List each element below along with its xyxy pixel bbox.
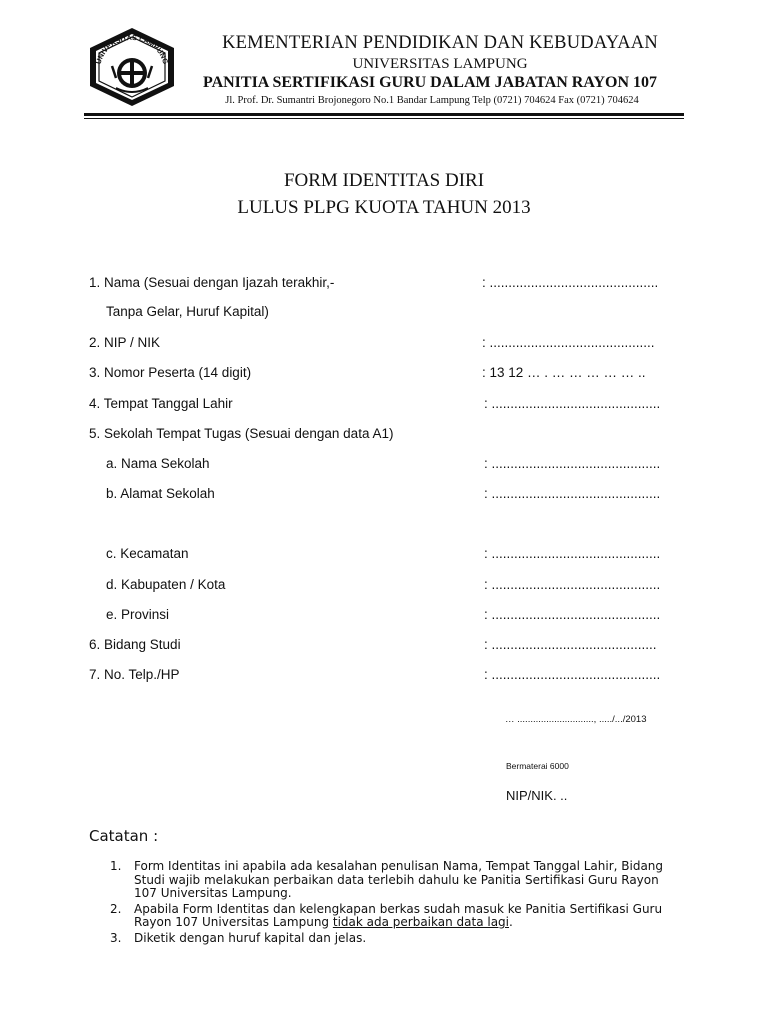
note-text: Form Identitas ini apabila ada kesalahan penulisan Nama, Tempat Tanggal Lahir, Bidang Studi wajib melakukan perbaikan data terlebih dahulu ke Panitia Sertifikasi Guru Rayon 107 Universitas Lampung.: [134, 859, 664, 900]
nip-field[interactable]: : ............................................: [482, 335, 655, 350]
note-item: [108, 860, 678, 901]
signature-nip: NIP/NIK. ..: [506, 788, 568, 803]
nama-label-cont: Tanpa Gelar, Huruf Kapital): [106, 304, 269, 319]
telp-label: 7. No. Telp./HP: [89, 667, 180, 682]
nama-label: 1. Nama (Sesuai dengan Ijazah terakhir,-: [89, 275, 335, 290]
form-title: FORM IDENTITAS DIRI: [283, 170, 485, 191]
ttl-field[interactable]: : .............................................: [484, 396, 661, 411]
letterhead-rule-thick: [84, 113, 684, 116]
form-subtitle: LULUS PLPG KUOTA TAHUN 2013: [237, 197, 531, 218]
telp-field[interactable]: : .............................................: [484, 667, 661, 682]
committee-name: PANITIA SERTIFIKASI GURU DALAM JABATAN RAYON 107: [202, 74, 657, 91]
kabupaten-field[interactable]: : .............................................: [484, 577, 661, 592]
kecamatan-field[interactable]: : .............................................: [484, 546, 661, 561]
kecamatan-label: c. Kecamatan: [106, 546, 189, 561]
svg-text:UNIVERSITAS LAMPUNG: UNIVERSITAS LAMPUNG: [93, 32, 171, 66]
sekolah-label: 5. Sekolah Tempat Tugas (Sesuai dengan data A1): [89, 426, 394, 441]
ttl-label: 4. Tempat Tanggal Lahir: [89, 396, 233, 411]
alamat-sekolah-field[interactable]: : .............................................: [484, 486, 661, 501]
bidang-studi-label: 6. Bidang Studi: [89, 637, 181, 652]
note-item: [108, 903, 678, 930]
nip-label: 2. NIP / NIK: [89, 335, 161, 350]
note-text: Diketik dengan huruf kapital dan jelas.: [134, 930, 367, 945]
nama-sekolah-field[interactable]: : .............................................: [484, 456, 661, 471]
university-name: UNIVERSITAS LAMPUNG: [352, 56, 528, 72]
notes-heading: Catatan :: [89, 827, 159, 845]
ministry-name: KEMENTERIAN PENDIDIKAN DAN KEBUDAYAAN: [222, 33, 658, 53]
address-line: Jl. Prof. Dr. Sumantri Brojonegoro No.1 Bandar Lampung Telp (0721) 704624 Fax (0721) 704624: [225, 95, 639, 106]
note-number: 3.: [110, 930, 122, 945]
nama-sekolah-label: a. Nama Sekolah: [106, 456, 210, 471]
bidang-studi-field[interactable]: : ............................................: [484, 637, 657, 652]
notes-list: [108, 860, 678, 947]
kabupaten-label: d. Kabupaten / Kota: [106, 577, 226, 592]
provinsi-field[interactable]: : .............................................: [484, 607, 661, 622]
date-line: … ............................., ...../.../2013: [505, 714, 647, 725]
stamp-note: Bermaterai 6000: [506, 761, 569, 771]
note-underlined-text: tidak ada perbaikan data lagi: [332, 915, 510, 929]
letterhead-rule-thin: [84, 118, 684, 119]
university-logo: [86, 26, 178, 108]
nomor-peserta-field[interactable]: : 13 12 … . … … … … … ..: [482, 365, 646, 380]
provinsi-label: e. Provinsi: [106, 607, 170, 622]
note-text-end: .: [509, 915, 513, 929]
alamat-sekolah-label: b. Alamat Sekolah: [106, 486, 215, 501]
note-item: [108, 932, 678, 946]
nomor-peserta-label: 3. Nomor Peserta (14 digit): [89, 365, 252, 380]
note-text: Apabila Form Identitas dan kelengkapan berkas sudah masuk ke Panitia Sertifikasi Guru Rayon 107 Universitas Lampung: [134, 901, 663, 929]
note-number: 1.: [110, 859, 122, 873]
nama-field[interactable]: : .............................................: [482, 275, 659, 290]
note-number: 2.: [110, 901, 122, 916]
